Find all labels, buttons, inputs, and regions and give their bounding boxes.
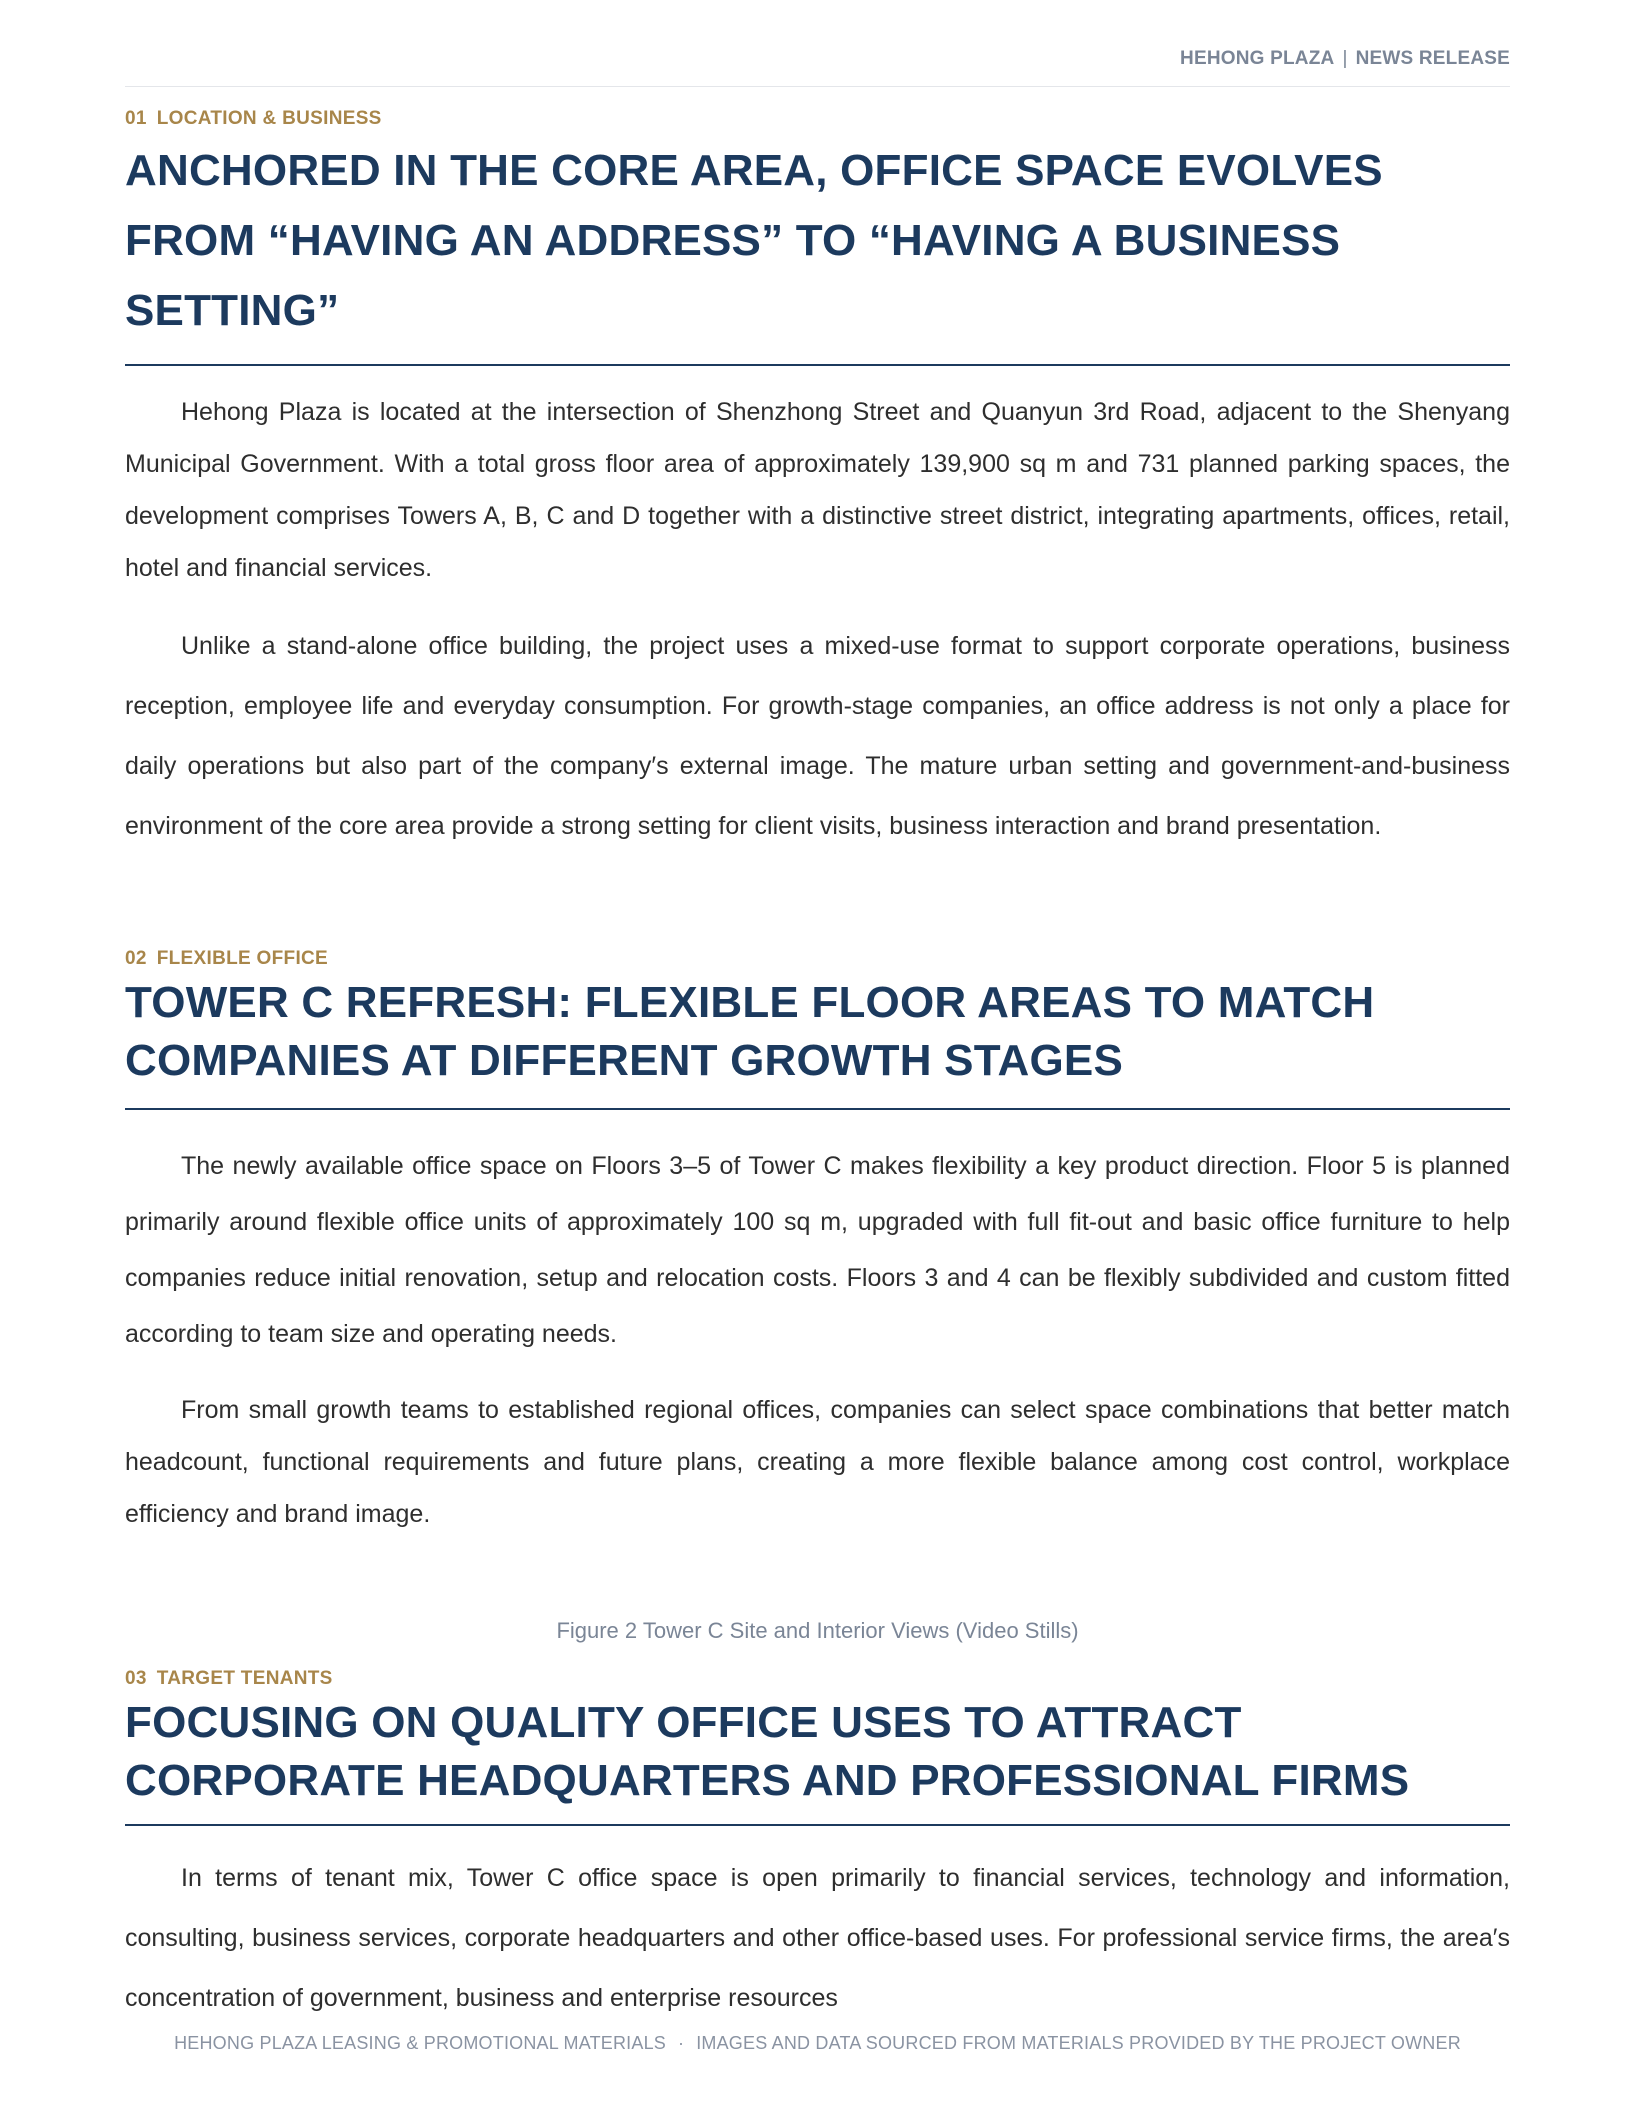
body-paragraph: In terms of tenant mix, Tower C office space is open primarily to financial services, technology and information, consulting, business services, corporate headquarters and other office-based uses. For professional service firms, the area′s concentration of government, business and enterprise resources <box>125 1864 1510 2012</box>
section-number: 01 <box>125 108 147 129</box>
footer-separator: · <box>678 2033 685 2053</box>
section-kicker <box>125 108 1510 130</box>
section-location-business <box>125 108 1510 856</box>
header-brand: HEHONG PLAZA <box>1180 48 1335 69</box>
section-kicker <box>125 1668 1510 1690</box>
body-paragraph: Unlike a stand-alone office building, the project uses a mixed-use format to support corporate operations, business reception, employee life and everyday consumption. For growth-stage companies, an office address is not only a place for daily operations but also part of the company′s external image. The mature urban setting and government-and-business environment of the core area provide a strong setting for client visits, business interaction and brand presentation. <box>125 632 1510 840</box>
section-rule <box>125 1824 1510 1826</box>
section-heading: ANCHORED IN THE CORE AREA, OFFICE SPACE EVOLVES FROM “HAVING AN ADDRESS” TO “HAVING A BUSINESS SETTING” <box>125 146 1383 335</box>
section-heading: TOWER C REFRESH: FLEXIBLE FLOOR AREAS TO MATCH COMPANIES AT DIFFERENT GROWTH STAGES <box>125 978 1375 1085</box>
footer-left: HEHONG PLAZA LEASING & PROMOTIONAL MATERIALS <box>174 2033 666 2053</box>
section-rule <box>125 364 1510 366</box>
footer-right: IMAGES AND DATA SOURCED FROM MATERIALS PROVIDED BY THE PROJECT OWNER <box>696 2033 1461 2053</box>
section-kicker-label: TARGET TENANTS <box>156 1668 333 1689</box>
header-label: NEWS RELEASE <box>1355 48 1510 69</box>
body-paragraph: Hehong Plaza is located at the intersection of Shenzhong Street and Quanyun 3rd Road, adjacent to the Shenyang Municipal Government. With a total gross floor area of approximately 139,900 sq m and 731 planned parking spaces, the development comprises Towers A, B, C and D together with a distinctive street district, integrating apartments, offices, retail, hotel and financial services. <box>125 398 1510 582</box>
section-target-tenants <box>125 1668 1510 2028</box>
section-flexible-office <box>125 948 1510 1540</box>
section-number: 03 <box>125 1668 147 1689</box>
figure-caption: Figure 2 Tower C Site and Interior Views (Video Stills) <box>556 1618 1079 1643</box>
header-rule <box>125 86 1510 87</box>
page-footer <box>125 2033 1510 2054</box>
section-number: 02 <box>125 948 147 969</box>
section-rule <box>125 1108 1510 1110</box>
running-header <box>1180 48 1510 70</box>
body-paragraph: From small growth teams to established regional offices, companies can select space combinations that better match headcount, functional requirements and future plans, creating a more flexible balance among cost control, workplace efficiency and brand image. <box>125 1396 1510 1528</box>
body-paragraph: The newly available office space on Floors 3–5 of Tower C makes flexibility a key product direction. Floor 5 is planned primarily around flexible office units of approximately 100 sq m, upgraded with full fit-out and basic office furniture to help companies reduce initial renovation, setup and relocation costs. Floors 3 and 4 can be flexibly subdivided and custom fitted according to team size and operating needs. <box>125 1152 1510 1348</box>
section-heading: FOCUSING ON QUALITY OFFICE USES TO ATTRACT CORPORATE HEADQUARTERS AND PROFESSIONAL FIRMS <box>125 1698 1410 1805</box>
document-page <box>125 0 1510 2112</box>
header-separator: | <box>1342 48 1348 69</box>
section-kicker-label: LOCATION & BUSINESS <box>156 108 382 129</box>
section-kicker <box>125 948 1510 970</box>
section-kicker-label: FLEXIBLE OFFICE <box>156 948 329 969</box>
